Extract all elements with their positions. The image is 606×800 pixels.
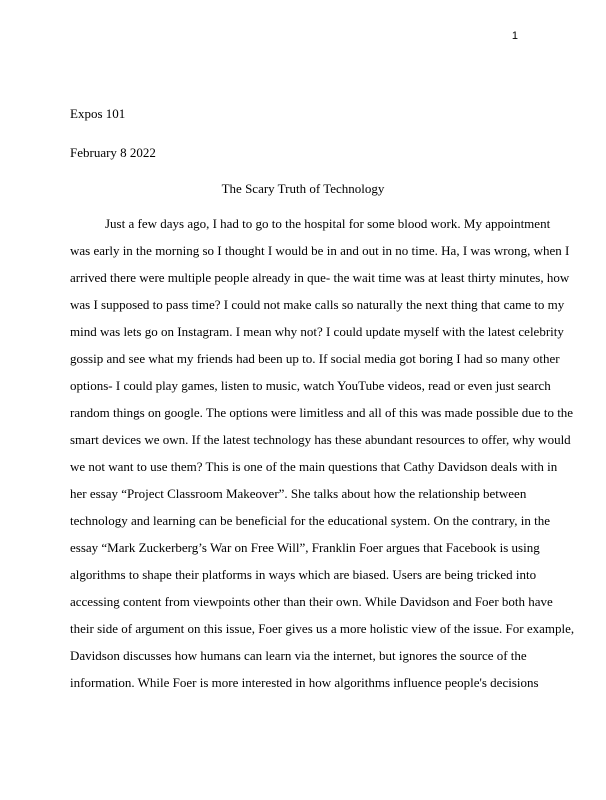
paragraph-line: essay “Mark Zuckerberg’s War on Free Will”, Franklin Foer argues that Facebook is using bbox=[70, 540, 540, 555]
paragraph-line: was early in the morning so I thought I would be in and out in no time. Ha, I was wrong, when I bbox=[70, 243, 570, 258]
paragraph-line: technology and learning can be beneficial for the educational system. On the contrary, in the bbox=[70, 513, 550, 528]
paragraph-line: Just a few days ago, I had to go to the hospital for some blood work. My appointment bbox=[105, 216, 551, 231]
paragraph-line: arrived there were multiple people already in que- the wait time was at least thirty minutes, how bbox=[70, 270, 570, 285]
essay-title: The Scary Truth of Technology bbox=[221, 181, 385, 196]
paragraph-line: gossip and see what my friends had been up to. If social media got boring I had so many other bbox=[70, 351, 560, 366]
paragraph-line: was I supposed to pass time? I could not make calls so naturally the next thing that came to my bbox=[70, 297, 565, 312]
course-name: Expos 101 bbox=[70, 106, 126, 121]
paragraph-line: smart devices we own. If the latest technology has these abundant resources to offer, why would bbox=[70, 432, 571, 447]
paragraph-line: we not want to use them? This is one of the main questions that Cathy Davidson deals with in bbox=[70, 459, 558, 474]
paragraph-line: random things on google. The options were limitless and all of this was made possible due to the bbox=[70, 405, 574, 420]
essay-date: February 8 2022 bbox=[70, 145, 156, 160]
paragraph-line: information. While Foer is more interested in how algorithms influence people's decisions bbox=[70, 675, 539, 690]
page-number: 1 bbox=[511, 30, 518, 42]
paragraph-line: her essay “Project Classroom Makeover”. She talks about how the relationship between bbox=[70, 486, 527, 501]
paragraph-line: algorithms to shape their platforms in ways which are biased. Users are being tricked into bbox=[70, 567, 537, 582]
essay-paragraph bbox=[70, 210, 575, 696]
paragraph-line: their side of argument on this issue, Foer gives us a more holistic view of the issue. For example, bbox=[70, 621, 575, 636]
paragraph-line: accessing content from viewpoints other than their own. While Davidson and Foer both have bbox=[70, 594, 553, 609]
paragraph-line: mind was lets go on Instagram. I mean why not? I could update myself with the latest celebrity bbox=[70, 324, 564, 339]
paragraph-line: options- I could play games, listen to music, watch YouTube videos, read or even just search bbox=[70, 378, 551, 393]
paragraph-line: Davidson discusses how humans can learn via the internet, but ignores the source of the bbox=[70, 648, 527, 663]
